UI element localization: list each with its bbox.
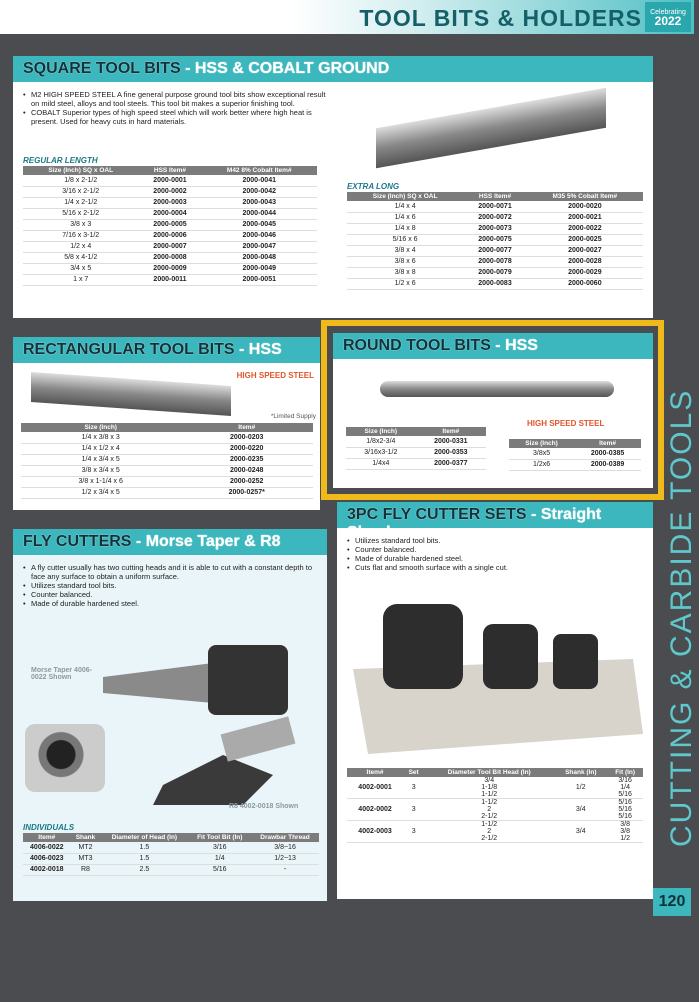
regular-length-label: REGULAR LENGTH: [23, 156, 98, 165]
table-cell: 2000-0001: [138, 175, 201, 186]
dia-value: 1-1/2: [481, 791, 498, 798]
table-cell: 2000-0049: [201, 263, 317, 274]
square-bullets: [23, 90, 328, 126]
fit-value: 5/16: [618, 813, 632, 820]
square-bit-image: [376, 88, 606, 169]
table-cell: 3: [403, 821, 424, 843]
table-cell: 2000-0051: [201, 274, 317, 285]
table-cell: R8: [71, 864, 101, 875]
table-cell: 1/4 x 1/2 x 4: [21, 443, 180, 454]
table-row: [347, 245, 643, 256]
table-cell: 2000-0047: [201, 241, 317, 252]
table-cell: 1/2 x 3/4 x 5: [21, 487, 180, 498]
table-cell: 1.5: [100, 853, 188, 864]
table-cell: 4002-0001: [347, 777, 403, 799]
table-cell: 2000-0048: [201, 252, 317, 263]
table-row: [23, 842, 319, 853]
extra-long-label: EXTRA LONG: [347, 182, 400, 191]
table-cell: [607, 799, 643, 821]
fit-value: 3/16: [618, 777, 632, 784]
table-cell: 1/2x6: [509, 459, 574, 470]
table-row: [21, 454, 313, 465]
table-cell: 2000-0042: [201, 186, 317, 197]
table-row: [23, 864, 319, 875]
fly-bullet: • Made of durable hardened steel.: [23, 599, 319, 608]
morse-taper-caption: Morse Taper 4006-0022 Shown: [31, 667, 92, 681]
table-cell: 1.5: [100, 842, 188, 853]
table-row: [347, 821, 643, 843]
table-cell: 5/16 x 2-1/2: [23, 208, 138, 219]
3pc-bullet: • Cuts flat and smooth surface with a single cut.: [347, 563, 643, 572]
table-cell: 1/4 x 4: [347, 201, 463, 212]
table-cell: 2000-0072: [463, 212, 526, 223]
table-row: [347, 799, 643, 821]
table-row: [347, 267, 643, 278]
table-cell: 5/16 x 6: [347, 234, 463, 245]
side-category-text: CUTTING & CARBIDE TOOLS: [665, 388, 698, 847]
dia-value: 2-1/2: [481, 813, 498, 820]
table-cell: 2000-0385: [574, 448, 641, 459]
table-row: [23, 175, 317, 186]
square-bullet-cobalt: • COBALT Superior types of high speed steel which will work better where high heat is present. Used for heavy cuts in hard materials.: [23, 108, 328, 126]
table-cell: [424, 799, 554, 821]
table-row: [347, 256, 643, 267]
table-cell: 2000-0028: [527, 256, 643, 267]
table-cell: 2000-0060: [527, 278, 643, 289]
3pc-set-image: [353, 584, 643, 756]
table-cell: 2000-0041: [201, 175, 317, 186]
table-cell: [424, 821, 554, 843]
table-cell: 2.5: [100, 864, 188, 875]
table-cell: 7/16 x 3-1/2: [23, 230, 138, 241]
dia-value: 2-1/2: [481, 835, 498, 842]
round-table-right: Size (Inch) Item# 3/8x5 2000-0385 1/2x6 2000-0389: [509, 439, 641, 471]
table-cell: 2000-0353: [416, 447, 486, 458]
3pc-bullet: • Made of durable hardened steel.: [347, 554, 643, 563]
fit-value: 5/16: [618, 791, 632, 798]
table-cell: [607, 777, 643, 799]
table-cell: 2000-0046: [201, 230, 317, 241]
table-cell: MT2: [71, 842, 101, 853]
table-cell: 2000-0220: [180, 443, 313, 454]
table-cell: MT3: [71, 853, 101, 864]
dia-value: 2: [487, 806, 492, 813]
table-row: [23, 208, 317, 219]
table-cell: 2000-0078: [463, 256, 526, 267]
table-row: [23, 263, 317, 274]
page-number: 120: [653, 888, 691, 916]
3pc-table: Item# Set Diameter Tool Bit Head (In) Shank (In) Fit (In) 4002-0001 3 3/4 1-1/8 1-1/2 1/2 3/16 1/4 5/16 4002-0002 3 1-1/2 2 2-1/2 3/4 5/16 5/16 5/16 4002-0003 3 1-1/2 2 2-1/2 3/4 3/8 3/8 1/2: [347, 768, 643, 843]
limited-supply-note: *Limited Supply: [270, 413, 316, 420]
table-cell: 3/8~16: [251, 842, 319, 853]
table-cell: 3/4: [554, 821, 607, 843]
page-header: [0, 0, 694, 34]
table-row: [347, 777, 643, 799]
fly-cutter-image: [93, 615, 303, 805]
table-cell: 2000-0007: [138, 241, 201, 252]
table-cell: 2000-0043: [201, 197, 317, 208]
fly-bullet: • Utilizes standard tool bits.: [23, 581, 319, 590]
table-cell: 2000-0021: [527, 212, 643, 223]
dia-value: 3/4: [484, 777, 495, 784]
table-cell: 2000-0025: [527, 234, 643, 245]
table-row: [23, 853, 319, 864]
table-cell: 3/16x3-1/2: [346, 447, 416, 458]
table-cell: 3/16: [188, 842, 251, 853]
table-cell: 4006-0022: [23, 842, 71, 853]
table-cell: -: [251, 864, 319, 875]
table-cell: 2000-0252: [180, 476, 313, 487]
fit-value: 5/16: [618, 806, 632, 813]
table-cell: 1/8 x 2-1/2: [23, 175, 138, 186]
table-cell: 2000-0022: [527, 223, 643, 234]
table-row: [347, 234, 643, 245]
square-bullet-m2: • M2 HIGH SPEED STEEL A fine general purpose ground tool bits show exceptional result on mild steel, alloys and tool steels. This tool bit makes a superior finishing tool.: [23, 90, 328, 108]
table-row: [21, 443, 313, 454]
table-cell: 2000-0248: [180, 465, 313, 476]
table-cell: 3/8 x 3: [23, 219, 138, 230]
extra-long-table: Size (Inch) SQ x OAL HSS Item# M35 5% Cobalt Item# 1/4 x 4 2000-0071 2000-0020 1/4 x 6 2000-0072 2000-0021 1/4 x 8 2000-0073 2000-0022 5/16 x 6 2000-0075 2000-0025 3/8 x 4 2000-0077 2000-0027 3/8 x 6 2000-0078 2000-0028 3/8 x 8 2000-0079 2000-0029 1/2 x 6 2000-0083 2000-0060: [347, 192, 643, 290]
dia-value: 1-1/2: [481, 821, 498, 828]
table-cell: 2000-0027: [527, 245, 643, 256]
table-cell: 2000-0002: [138, 186, 201, 197]
r8-caption: R8 4002-0018 Shown: [229, 803, 299, 810]
table-cell: 4002-0002: [347, 799, 403, 821]
fit-value: 1/4: [620, 784, 630, 791]
table-cell: 3/4: [554, 799, 607, 821]
rectangular-tool-bits-panel: [13, 337, 320, 510]
table-cell: 2000-0004: [138, 208, 201, 219]
dia-value: 1-1/8: [481, 784, 498, 791]
table-cell: 3/8 x 8: [347, 267, 463, 278]
table-cell: 2000-0008: [138, 252, 201, 263]
table-row: [347, 223, 643, 234]
table-cell: 4002-0003: [347, 821, 403, 843]
square-tool-bits-panel: [13, 56, 653, 318]
3pc-bullet: • Utilizes standard tool bits.: [347, 536, 643, 545]
table-cell: 2000-0083: [463, 278, 526, 289]
table-cell: 2000-0079: [463, 267, 526, 278]
table-cell: 2000-0389: [574, 459, 641, 470]
table-cell: 4006-0023: [23, 853, 71, 864]
table-cell: 2000-0235: [180, 454, 313, 465]
table-row: [23, 186, 317, 197]
table-cell: 3/8 x 3/4 x 5: [21, 465, 180, 476]
table-cell: 3: [403, 799, 424, 821]
table-cell: 1/4x4: [346, 458, 416, 469]
table-cell: 3/8 x 1-1/4 x 6: [21, 476, 180, 487]
square-panel-header: SQUARE TOOL BITS - HSS & COBALT GROUND: [13, 56, 653, 82]
table-row: [21, 487, 313, 498]
dia-value: 1-1/2: [481, 799, 498, 806]
rect-hss-label: HIGH SPEED STEEL: [236, 371, 314, 380]
table-cell: 1/2: [554, 777, 607, 799]
table-row: [23, 230, 317, 241]
regular-length-table: Size (Inch) SQ x OAL HSS Item# M42 8% Cobalt Item# 1/8 x 2-1/2 2000-0001 2000-0041 3/16 x 2-1/2 2000-0002 2000-0042 1/4 x 2-1/2 2000-0003 2000-0043 5/16 x 2-1/2 2000-0004 2000-0044 3/8 x 3 2000-0005 2000-0045 7/16 x 3-1/2 2000-0006 2000-0046 1/2 x 4 2000-0007 2000-0047 5/8 x 4-1/2 2000-0008 2000-0048 3/4 x 5 2000-0009 2000-0049 1 x 7 2000-0011 2000-0051: [23, 166, 317, 286]
round-hss-label: HIGH SPEED STEEL: [527, 419, 605, 428]
rect-panel-header: RECTANGULAR TOOL BITS - HSS: [13, 337, 320, 363]
table-cell: 2000-0029: [527, 267, 643, 278]
table-row: [347, 201, 643, 212]
table-cell: 1/4 x 2-1/2: [23, 197, 138, 208]
round-table-left: Size (Inch) Item# 1/8x2-3/4 2000-0331 3/16x3-1/2 2000-0353 1/4x4 2000-0377: [346, 427, 486, 470]
table-cell: 1/4 x 3/8 x 3: [21, 432, 180, 443]
rect-bit-image: [31, 372, 231, 416]
3pc-panel-header: 3PC FLY CUTTER SETS - Straight Shank: [337, 502, 653, 528]
fly-bullet: • Counter balanced.: [23, 590, 319, 599]
table-row: [21, 432, 313, 443]
table-cell: 3/16 x 2-1/2: [23, 186, 138, 197]
table-cell: 5/8 x 4-1/2: [23, 252, 138, 263]
table-cell: 1 x 7: [23, 274, 138, 285]
table-cell: 2000-0020: [527, 201, 643, 212]
table-cell: 1/2~13: [251, 853, 319, 864]
table-cell: 1/4 x 6: [347, 212, 463, 223]
table-row: [23, 219, 317, 230]
table-cell: 2000-0044: [201, 208, 317, 219]
individuals-label: INDIVIDUALS: [23, 823, 75, 832]
table-cell: [607, 821, 643, 843]
table-cell: 1/4 x 3/4 x 5: [21, 454, 180, 465]
table-cell: 1/8x2-3/4: [346, 436, 416, 447]
table-cell: 3/8 x 6: [347, 256, 463, 267]
table-cell: [424, 777, 554, 799]
table-cell: 2000-0071: [463, 201, 526, 212]
table-cell: 2000-0073: [463, 223, 526, 234]
table-cell: 2000-0005: [138, 219, 201, 230]
table-cell: 2000-0377: [416, 458, 486, 469]
table-cell: 2000-0045: [201, 219, 317, 230]
table-cell: 3/8 x 4: [347, 245, 463, 256]
fit-value: 3/8: [620, 821, 630, 828]
table-cell: 1/4: [188, 853, 251, 864]
fly-bullets: [23, 563, 319, 608]
table-row: [23, 252, 317, 263]
table-cell: 2000-0077: [463, 245, 526, 256]
fit-value: 3/8: [620, 828, 630, 835]
table-cell: 4002-0018: [23, 864, 71, 875]
table-row: [23, 241, 317, 252]
table-row: [23, 274, 317, 285]
table-cell: 1/2 x 4: [23, 241, 138, 252]
highlight-box: [321, 320, 664, 500]
table-row: [21, 476, 313, 487]
page-title: TOOL BITS & HOLDERS: [359, 5, 642, 31]
table-row: [347, 212, 643, 223]
table-cell: 2000-0003: [138, 197, 201, 208]
table-cell: 2000-0203: [180, 432, 313, 443]
table-cell: 1/2 x 6: [347, 278, 463, 289]
table-cell: 3/4 x 5: [23, 263, 138, 274]
table-cell: 2000-0075: [463, 234, 526, 245]
table-cell: 2000-0257*: [180, 487, 313, 498]
fly-cutter-table: Item# Shank Diameter of Head (In) Fit Tool Bit (In) Drawbar Thread 4006-0022 MT2 1.5 3/16 3/8~16 4006-0023 MT3 1.5 1/4 1/2~13 4002-0018 R8 2.5 5/16 -: [23, 833, 319, 876]
3pc-bullet: • Counter balanced.: [347, 545, 643, 554]
closeup-image: [25, 724, 105, 792]
table-cell: 2000-0009: [138, 263, 201, 274]
table-row: [347, 278, 643, 289]
anniversary-badge: Celebrating 2022: [645, 2, 691, 32]
table-cell: 2000-0006: [138, 230, 201, 241]
table-row: [21, 465, 313, 476]
table-cell: 3: [403, 777, 424, 799]
3pc-fly-cutter-panel: [337, 502, 653, 899]
rect-table: Size (Inch) Item# 1/4 x 3/8 x 3 2000-0203 1/4 x 1/2 x 4 2000-0220 1/4 x 3/4 x 5 2000-0235 3/8 x 3/4 x 5 2000-0248 3/8 x 1-1/4 x 6 2000-0252 1/2 x 3/4 x 5 2000-0257*: [21, 423, 313, 499]
table-cell: 1/4 x 8: [347, 223, 463, 234]
fit-value: 5/16: [618, 799, 632, 806]
table-row: [23, 197, 317, 208]
3pc-bullets: [347, 536, 643, 572]
table-cell: 2000-0331: [416, 436, 486, 447]
dia-value: 2: [487, 828, 492, 835]
round-panel-header: ROUND TOOL BITS - HSS: [333, 333, 653, 359]
table-cell: 2000-0011: [138, 274, 201, 285]
fly-panel-header: FLY CUTTERS - Morse Taper & R8: [13, 529, 327, 555]
fly-bullet: • A fly cutter usually has two cutting heads and it is able to cut with a constant depth to face any surface to obtain a uniform surface.: [23, 563, 319, 581]
table-cell: 5/16: [188, 864, 251, 875]
table-cell: 3/8x5: [509, 448, 574, 459]
fly-cutters-panel: [13, 529, 327, 901]
fit-value: 1/2: [620, 835, 630, 842]
